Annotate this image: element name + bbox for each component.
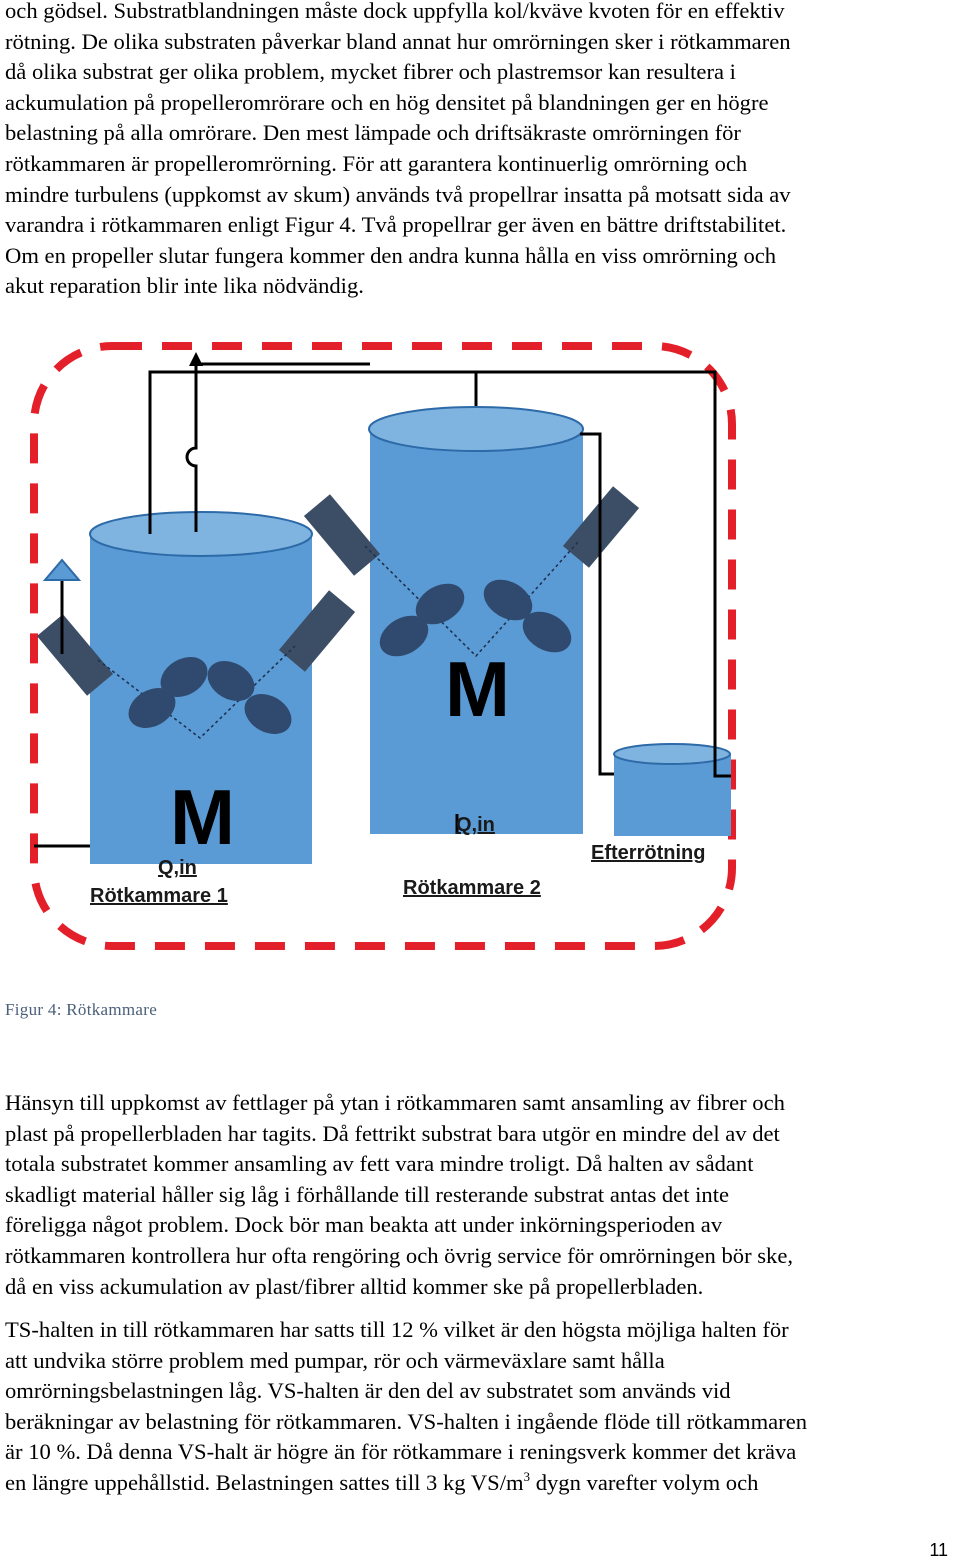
- text-line: TS-halten in till rötkammaren har satts till 12 % vilket är den högsta möjliga halten för: [5, 1317, 789, 1342]
- text-line: rötning. De olika substraten påverkar bland annat hur omrörningen sker i rötkammaren: [5, 28, 791, 54]
- text-line: rötkammaren kontrollera hur ofta rengöring och övrig service för omrörningen bör ske,: [5, 1242, 794, 1268]
- text-line: att undvika större problem med pumpar, rör och värmeväxlare samt hålla: [5, 1347, 665, 1373]
- text-line: beräkningar av belastning för rötkammaren. VS-halten i ingående flöde till rötkammaren: [5, 1408, 808, 1434]
- text-line: belastning på alla omrörare. Den mest lämpade och driftsäkraste omrörningen för: [5, 120, 741, 146]
- figure-caption: Figur 4: Rötkammare: [5, 1000, 158, 1019]
- text-line: är 10 %. Då denna VS-halt är högre än för rötkammare i reningsverk kommer det kräva: [5, 1439, 797, 1465]
- text-line: skadligt material håller sig låg i förhållande till resterande substrat antas det inte: [5, 1181, 730, 1207]
- paragraph-2: [5, 1088, 955, 1302]
- text-line: mindre turbulens (uppkomst av skum) används två propellrar insatta på motsatt sida av: [5, 181, 791, 207]
- text-line: [5, 1468, 955, 1499]
- text-line: föreligga något problem. Dock bör man beakta att under inkörningsperioden av: [5, 1212, 723, 1238]
- post-digester-label: Efterrötning: [591, 842, 706, 864]
- text-line: Hänsyn till uppkomst av fettlager på ytan i rötkammaren samt ansamling av fibrer och: [5, 1090, 785, 1115]
- mixer-left-tank2: [304, 494, 380, 576]
- text-line: rötkammaren är propelleromrörning. För att garantera kontinuerlig omrörning och: [5, 150, 748, 176]
- digester-diagram: [20, 334, 745, 960]
- text-line: och gödsel. Substratblandningen måste dock uppfylla kol/kväve kvoten för en effektiv: [5, 0, 785, 23]
- paragraph-3: [5, 1315, 955, 1499]
- paragraph-1: [5, 0, 955, 302]
- text-line: då en viss ackumulation av plast/fibrer alltid kommer ske på propellerbladen.: [5, 1273, 704, 1299]
- text-line: plast på propellerbladen har tagits. Då fettrikt substrat bara utgör en mindre del av det: [5, 1120, 780, 1146]
- text-line: totala substratet kommer ansamling av fett vara mindre troligt. Då halten av sådant: [5, 1151, 754, 1177]
- text-line: då olika substrat ger olika problem, mycket fibrer och plastremsor kan resultera i: [5, 59, 736, 85]
- page-number: 11: [929, 1540, 948, 1560]
- arrow-up-icon: [189, 352, 203, 366]
- tank2-motor-label: M: [445, 645, 510, 733]
- tank2-name-label: Rötkammare 2: [403, 877, 541, 899]
- tank1-name-label: Rötkammare 1: [90, 885, 228, 907]
- post-digester-tank: [614, 744, 731, 836]
- tank1-motor-label: M: [170, 773, 235, 861]
- text-fragment: dygn varefter volym och: [530, 1469, 759, 1495]
- text-line: akut reparation blir inte lika nödvändig.: [5, 273, 364, 299]
- pump-triangle-icon: [45, 560, 79, 580]
- text-line: Om en propeller slutar fungera kommer den andra kunna hålla en viss omrörning och: [5, 242, 777, 268]
- tank2-inflow-label: Q,in: [456, 814, 495, 836]
- superscript: 3: [523, 1468, 531, 1484]
- text-fragment: en längre uppehållstid. Belastningen sattes till 3 kg VS/m: [5, 1469, 524, 1495]
- text-line: ackumulation på propelleromrörare och en hög densitet på blandningen ger en högre: [5, 89, 769, 115]
- text-line: varandra i rötkammaren enligt Figur 4. Två propellrar ger även en bättre driftstabilitet.: [5, 212, 787, 238]
- tank1-inflow-label: Q,in: [158, 857, 197, 879]
- text-line: omrörningsbelastningen låg. VS-halten är den del av substratet som används vid: [5, 1378, 731, 1404]
